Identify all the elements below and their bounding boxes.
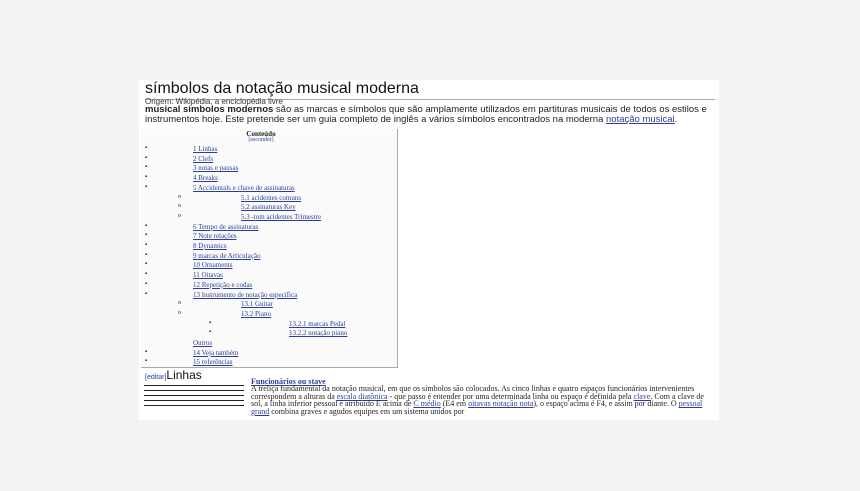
- edit-link[interactable]: [editar]: [145, 374, 167, 381]
- staff-line: [144, 400, 244, 401]
- toc-item[interactable]: 5.2 assinaturas Key: [241, 203, 296, 212]
- toc-bullet-icon: ▪: [145, 174, 148, 181]
- staff-text: . Com a clave de sol, a linha inferior pessoal é atribuído E acima de: [251, 391, 704, 409]
- toc-item[interactable]: 2 Clefs: [193, 154, 214, 163]
- staff-line: [144, 385, 244, 386]
- toc-item[interactable]: 7 Note relações: [193, 232, 237, 241]
- staff-text: combina graves e agudos equipes em um sistema unidos por: [269, 407, 465, 417]
- link-escala-diatonica[interactable]: escala diatônica: [336, 391, 388, 401]
- toc-item[interactable]: 9 marcas de Articulação: [193, 251, 261, 260]
- staff-line: [144, 390, 244, 391]
- toc-bullet-icon: ▪: [145, 290, 148, 297]
- toc-item[interactable]: 5 Accidentals e chave de assinaturas: [193, 183, 295, 192]
- toc-bullet-icon: ▪: [145, 348, 148, 355]
- link-c-medio[interactable]: C médio: [413, 399, 441, 409]
- table-of-contents: [141, 129, 398, 368]
- toc-item[interactable]: 15 referências: [193, 358, 233, 367]
- toc-item[interactable]: 13.2.2 notação piano: [289, 329, 348, 338]
- toc-bullet-icon: o: [178, 309, 181, 316]
- toc-bullet-icon: o: [178, 212, 181, 219]
- article-page: [139, 80, 719, 420]
- toc-bullet-icon: ▪: [145, 261, 148, 268]
- toc-item[interactable]: 1 Linhas: [193, 145, 218, 153]
- toc-bullet-icon: ▪: [145, 164, 148, 171]
- toc-item[interactable]: Outros: [193, 339, 213, 347]
- origin-line: Origem: Wikipédia, a enciclopédia livre: [145, 97, 283, 106]
- toc-bullet-icon: ▪: [145, 251, 148, 258]
- intro-end: .: [674, 113, 678, 125]
- staff-image: [144, 385, 244, 405]
- toc-item[interactable]: 11 Oitavas: [193, 271, 223, 280]
- toc-bullet-icon: ▪: [209, 319, 212, 326]
- link-pessoal-grand[interactable]: pessoal grand: [251, 399, 703, 417]
- toc-bullet-icon: ▪: [145, 222, 148, 229]
- toc-item[interactable]: 8 Dynamics: [193, 242, 227, 250]
- toc-item[interactable]: 3 notas e pausas: [193, 164, 239, 173]
- page-title: símbolos da notação musical moderna: [145, 80, 715, 100]
- toc-bullet-icon: o: [178, 193, 181, 200]
- toc-bullet-icon: o: [178, 203, 181, 210]
- toc-bullet-icon: ▪: [145, 154, 148, 161]
- staff-text: (E4 em: [440, 399, 469, 409]
- toc-bullet-icon: ▪: [145, 242, 148, 248]
- link-clave[interactable]: clave: [633, 391, 651, 401]
- toc-item[interactable]: 13.2 Piano: [241, 309, 271, 318]
- toc-bullet-icon: o: [178, 300, 181, 307]
- toc-item[interactable]: 5.3 -tom acidentes Trimestre: [241, 212, 322, 221]
- intro-paragraph: [145, 105, 719, 124]
- toc-item[interactable]: 4 Breaks: [193, 174, 218, 183]
- staff-description: [251, 385, 711, 416]
- toc-item[interactable]: 5.1 acidentes comuns: [241, 193, 302, 202]
- toc-bullet-icon: ▪: [145, 358, 148, 365]
- toc-bullet-icon: ▪: [145, 280, 148, 287]
- toc-item[interactable]: 12 Repetição e codas: [193, 280, 253, 289]
- toc-item[interactable]: 14 Veja também: [193, 348, 239, 357]
- toc-hide-link[interactable]: [esconder]: [248, 137, 274, 143]
- toc-title: Conteúdo: [246, 130, 276, 138]
- staff-text: - que passo é entender por uma determinada linha ou espaço é definida pela: [387, 391, 634, 401]
- intro-bold: musical símbolos modernos: [145, 104, 274, 115]
- toc-item[interactable]: 13 Instrumento de notação específica: [193, 290, 298, 299]
- staff-line: [144, 395, 244, 396]
- staff-text: ), o espaço acima é F4, e assim por diante. O: [533, 399, 679, 409]
- intro-link-notacao-musical[interactable]: notação musical: [606, 113, 675, 125]
- intro-text: são as marcas e símbolos que são amplamente utilizados em partituras musicais de todos os estilos e instrumentos hoje. Este pretende ser um guia completo de inglês a vários símbolos encontrados na moderna: [145, 104, 707, 125]
- toc-item[interactable]: 10 Ornaments: [193, 261, 233, 270]
- toc-bullet-icon: ▪: [145, 232, 148, 239]
- link-oitavas-notacao-nota[interactable]: oitavas notação nota: [468, 399, 534, 409]
- section-heading: [145, 366, 202, 384]
- toc-item[interactable]: 13.1 Guitar: [241, 300, 273, 309]
- toc-item[interactable]: 13.2.1 marcas Pedal: [289, 319, 346, 328]
- staff-line: [144, 405, 244, 406]
- staff-caption-link[interactable]: Funcionários ou stave: [251, 377, 326, 386]
- staff-text: A treliça fundamental da notação musical, em que os símbolos são colocados. As cinco linhas e quatro espaços funcionários intervenientes correspondem a alturas da: [251, 384, 695, 401]
- toc-bullet-icon: ▪: [145, 145, 148, 151]
- toc-bullet-icon: ▪: [145, 271, 148, 278]
- toc-bullet-icon: ▪: [209, 329, 212, 336]
- toc-bullet-icon: ▪: [145, 183, 148, 190]
- section-title: Linhas: [166, 368, 202, 382]
- toc-item[interactable]: 6 Tempo de assinaturas: [193, 222, 259, 231]
